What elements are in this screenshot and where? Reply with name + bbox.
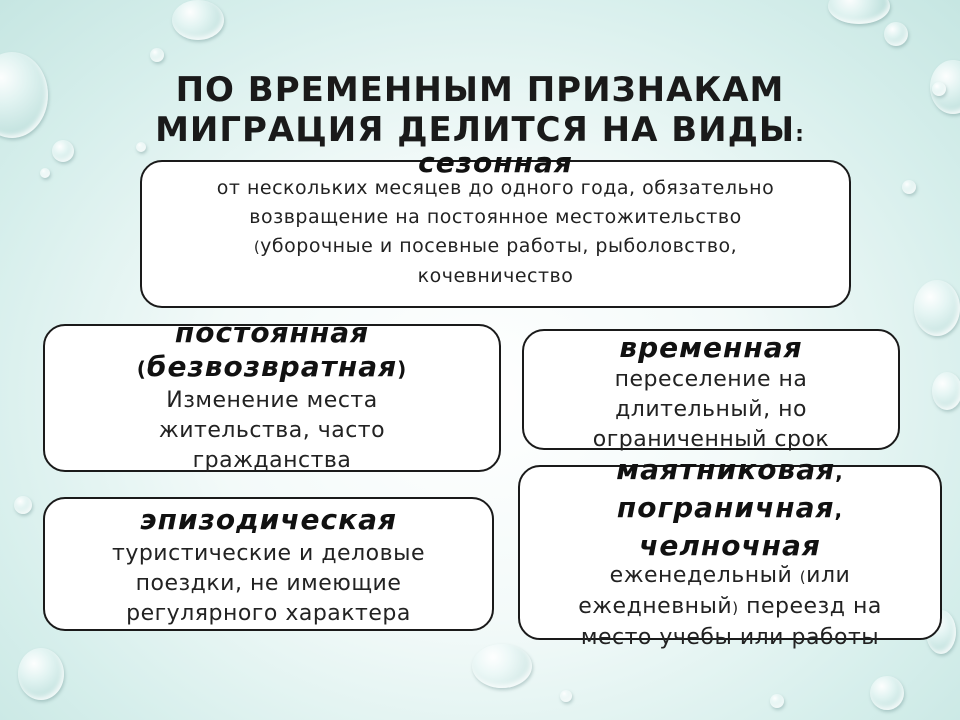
- permanent-migration-box: [43, 316, 501, 473]
- water-drop: [870, 676, 904, 710]
- pendulum-heading-2: пограничная,: [616, 491, 844, 524]
- pendulum-heading-3: челночная: [639, 529, 821, 562]
- pendulum-heading-1: маятниковая,: [616, 453, 844, 486]
- title-line-2: МИГРАЦИЯ ДЕЛИТСЯ НА ВИДЫ:: [155, 110, 805, 150]
- temporary-description: переселение на длительный, но ограниченный срок: [592, 367, 830, 452]
- water-drop: [884, 22, 908, 46]
- pendulum-migration-box: [518, 453, 942, 650]
- episodic-migration-box: [43, 497, 494, 631]
- episodic-heading: эпизодическая: [140, 503, 397, 536]
- water-drop: [150, 48, 164, 62]
- water-drop: [828, 0, 890, 24]
- pendulum-description: еженедельный (или ежедневный) переезд на место учебы или работы: [578, 563, 882, 650]
- temporary-heading: временная: [619, 331, 803, 364]
- permanent-description: Изменение места жительства, часто гражданства: [158, 388, 386, 473]
- seasonal-heading: сезонная: [418, 146, 573, 179]
- temporary-migration-box: [522, 329, 900, 450]
- water-drop: [14, 496, 32, 514]
- permanent-heading-2: (безвозвратная): [136, 350, 408, 383]
- water-drop: [18, 648, 64, 700]
- slide-title: [0, 70, 960, 155]
- water-drop: [40, 168, 50, 178]
- water-drop: [770, 694, 784, 708]
- seasonal-migration-box: [140, 146, 851, 308]
- episodic-description: туристические и деловые поездки, не имеющие регулярного характера: [112, 541, 425, 626]
- permanent-heading: постоянная: [174, 316, 370, 349]
- water-drop: [172, 0, 224, 40]
- title-line-1: ПО ВРЕМЕННЫМ ПРИЗНАКАМ: [175, 70, 785, 110]
- water-drop: [560, 690, 572, 702]
- water-drop: [902, 180, 916, 194]
- water-drop: [914, 280, 960, 336]
- water-drop: [932, 372, 960, 410]
- seasonal-description: от нескольких месяцев до одного года, обязательно возвращение на постоянное местожительство (уборочные и посевные работы, рыболовство, кочевничество: [216, 177, 775, 287]
